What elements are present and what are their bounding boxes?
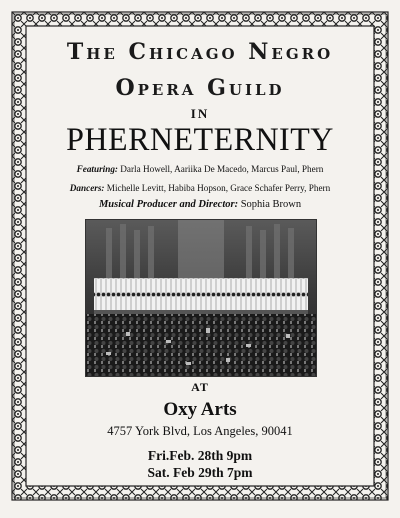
venue-name: Oxy Arts — [163, 399, 237, 420]
showtime-2: Sat. Feb 29th 7pm — [147, 465, 253, 480]
at-label: AT — [191, 380, 209, 394]
producer-name: Sophia Brown — [240, 199, 302, 210]
producer-label: Musical Producer and Director: — [98, 199, 239, 210]
dancers-label: Dancers: — [69, 183, 105, 193]
org-name-line1: The Chicago Negro — [66, 39, 334, 65]
org-name-line2: Opera Guild — [115, 75, 285, 101]
featuring-label: Featuring: — [76, 164, 118, 174]
featuring-credit — [30, 162, 370, 177]
show-title: PHERNETERNITY — [66, 122, 334, 158]
producer-credit — [30, 197, 370, 212]
showtime-1: Fri.Feb. 28th 9pm — [147, 448, 253, 463]
poster-content — [30, 30, 370, 485]
venue-address: 4757 York Blvd, Los Angeles, 90041 — [107, 424, 293, 438]
featuring-names: Darla Howell, Aariika De Macedo, Marcus Paul, Phern — [120, 164, 324, 174]
dancers-credit — [30, 181, 370, 196]
choir-photograph — [85, 219, 317, 377]
in-label: IN — [190, 106, 210, 121]
dancers-names: Michelle Levitt, Habiba Hopson, Grace Schafer Perry, Phern — [106, 183, 331, 193]
